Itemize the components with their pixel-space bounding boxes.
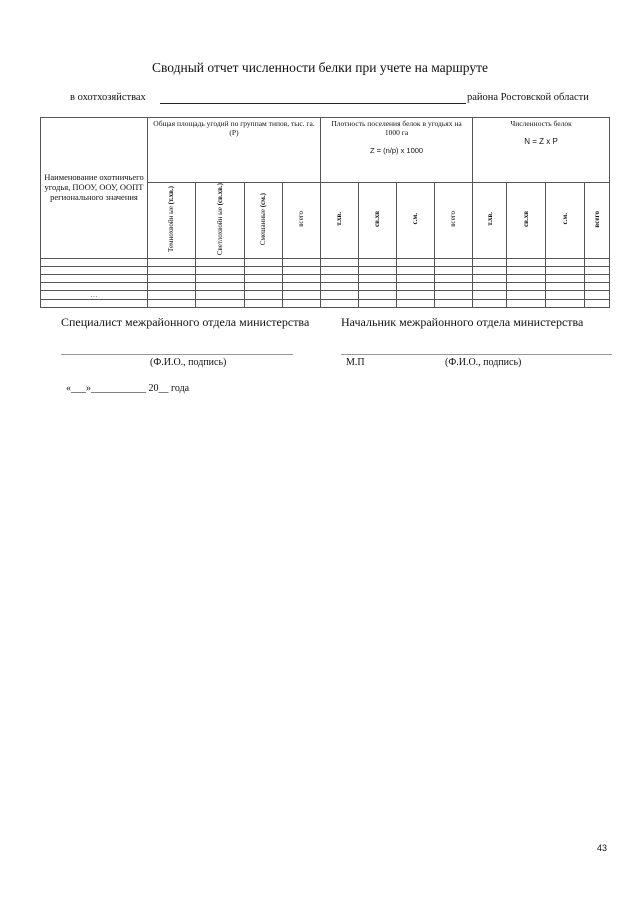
count-formula: N = Z x P: [524, 136, 558, 146]
count-col-light: [507, 183, 546, 259]
specialist-signature-title: Специалист межрайонного отдела министерства: [61, 315, 310, 329]
region-label: района Ростовской области: [467, 92, 589, 103]
table-row: [41, 282, 610, 290]
count-col-dark-text: т.хв.: [485, 212, 494, 226]
count-col-total: [585, 183, 610, 259]
density-col-dark: [321, 183, 359, 259]
document-title: Сводный отчет численности белки при учете на маршруте: [151, 60, 489, 75]
head-signature-line: [341, 354, 612, 355]
specialist-signature-caption: (Ф.И.О., подпись): [150, 357, 227, 368]
count-col-dark: [473, 183, 507, 259]
area-col-light-abbr: (св.хв.): [215, 183, 224, 206]
density-col-mixed-text: с.м.: [411, 213, 420, 225]
area-col-dark-prefix: Темнохвойн ые: [167, 204, 176, 253]
count-col-mixed-text: с.м.: [561, 213, 569, 225]
density-group-header: [321, 118, 473, 183]
table-row: [41, 300, 610, 308]
hunting-ground-label: в охотхозяйствах: [70, 92, 146, 103]
ellipsis-marker: …: [90, 290, 98, 299]
table-row: [41, 274, 610, 282]
density-header-text: Плотность поселения белок в угодьях на 1000 га: [331, 119, 462, 137]
density-col-total-text: всего: [449, 211, 458, 227]
area-col-dark-abbr: (т.хв.): [167, 186, 176, 205]
density-col-dark-text: т.хв.: [335, 212, 344, 226]
area-group-header: [148, 118, 321, 183]
count-col-total-text: всего: [593, 210, 602, 228]
density-col-light: [359, 183, 397, 259]
report-table: [40, 117, 610, 308]
head-signature-caption: (Ф.И.О., подпись): [445, 357, 522, 368]
name-column-header: [41, 118, 148, 259]
density-col-light-text: св.хв: [373, 211, 382, 228]
area-col-mixed-prefix: Смешанные: [259, 207, 268, 246]
area-col-light-prefix: Светлохвойн ые: [215, 205, 224, 256]
density-col-total: [435, 183, 473, 259]
count-group-header: [473, 118, 610, 183]
specialist-signature-line: [61, 354, 293, 355]
table-row: [41, 266, 610, 274]
date-line: «___»___________ 20__ года: [66, 383, 190, 394]
name-header-text: Наименование охотничьего угодья, ПООУ, ООУ, ООПТ регионального значения: [44, 172, 144, 202]
count-col-mixed: [546, 183, 585, 259]
area-col-mixed: [245, 183, 283, 259]
head-signature-title: Начальник межрайонного отдела министерства: [341, 315, 584, 329]
table-row: [41, 258, 610, 266]
area-col-light: [196, 183, 245, 259]
count-col-light-text: св.хв: [522, 211, 530, 228]
area-col-mixed-abbr: (см.): [259, 193, 268, 208]
hunting-ground-blank-line: [160, 103, 466, 104]
density-col-mixed: [397, 183, 435, 259]
density-formula: Z = (n/p) x 1000: [369, 146, 424, 156]
area-col-dark: [148, 183, 196, 259]
table-row: [41, 290, 610, 300]
page-number: 43: [597, 843, 608, 853]
area-col-total-text: всего: [297, 211, 306, 227]
stamp-place-label: М.П: [346, 357, 365, 368]
count-header-text: Численность белок: [510, 119, 572, 128]
area-header-text: Общая площадь угодий по группам типов, тыс. га. (P): [153, 119, 315, 137]
area-col-total: [283, 183, 321, 259]
